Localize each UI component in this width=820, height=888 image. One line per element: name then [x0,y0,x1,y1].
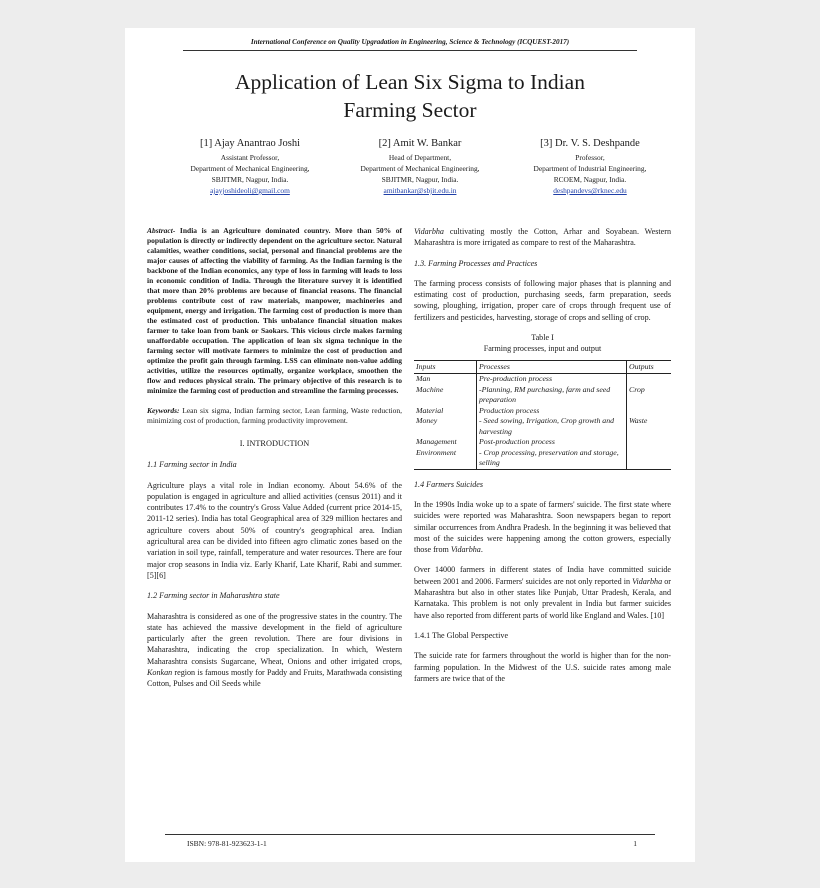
author-1 [165,136,335,196]
abstract [147,226,402,396]
table-cell: Material [416,405,444,415]
author-inst: SBJITMR, Nagpur, India. [211,175,289,184]
abstract-text: India is an Agriculture dominated country. More than 50% of population is directly or indirectly dependent on the agriculture sector. Natural calamities, weather conditions, social, personal and financial problems are the major causes of affecting the viability of farming. As the Indian farming is the backbone of the Indian economics, any type of loss in farming will leads to loss in economic condition of India. Through the literature survey it is identified that more than 20% problems are because of financial reasons. The financial problems contribute cost of raw materials, manpower, machineries and equipment, energy and irrigation. The farming cost of production is more than the estimated cost of production. This unbalance financial situation makes farmer to take loan from bank or Saokars. This vicious circle makes farming unaffordable occupation. The application of lean six sigma technique in the farming sector will motivate farmers to minimize the cost of production and optimize the profit gain through farming. LSS can eliminate non-value adding activities, utilize the resources optimally, organize workplace, smoothen the flow and reduces physical strain. The primary objective of this research is to minimize the farming cost of production and streamline the farming processes. [147,226,402,395]
italic-term: Vidarbha [414,227,444,236]
body-paragraph: The farming process consists of following major phases that is planning and estimating cost of production, purchasing seeds, farm preparation, seeds sowing, ploughing, irrigation, proper care of crops through frequent use of fertilizers and pesticides, harvesting, storage of crops and selling of crop. [414,278,671,322]
abstract-label: Abstract- [147,226,176,235]
running-head: International Conference on Quality Upgradation in Engineering, Science & Technology (ICQUEST-2017) [250,38,570,46]
subsection-heading: 1.2 Farming sector in Maharashtra state [147,591,280,601]
table-cell: Crop [627,385,672,406]
table-header-cell: Processes [477,360,627,374]
table-header-cell: Inputs [414,360,477,374]
table-row [414,406,671,417]
table-cell: Man [416,374,431,384]
author-block [165,136,675,196]
table-cell [627,374,672,385]
subsection-heading: 1.4 Farmers Suicides [414,479,484,489]
author-3 [505,136,675,196]
keywords-text: Lean six sigma, Indian farming sector, Lean farming, Waste reduction, minimizing cost of production, farming productivity improvement. [147,406,402,425]
header-rule [183,50,637,51]
author-dept: Department of Mechanical Engineering, [190,164,310,173]
section-heading-introduction: I. INTRODUCTION [239,439,310,448]
author-2 [335,136,505,196]
paper-page [125,28,695,862]
title-line-2: Farming Sector [343,98,477,122]
table-cell: Management [416,437,457,447]
keywords [147,406,402,426]
paragraph-text: or Maharashtra but also in other states like Punjab, Uttar Pradesh, Kerala, and Karnataka. This problem is not only prevalent in India but farmer suicides have also reported from different parts of world like England and Wales. [10] [414,576,671,620]
table-row [414,437,671,448]
subsection-heading: 1.1 Farming sector in India [147,460,237,470]
table-cell [627,448,672,470]
author-email-link[interactable]: deshpandevs@rknec.edu [553,186,627,195]
subsection-heading: 1.3. Farming Processes and Practices [414,258,538,268]
table-cell: Pre-production process [477,374,627,385]
paragraph-text: Over 14000 farmers in different states of India have committed suicide between 2001 and 2006. Farmers' suicides are not only reported in [414,565,671,586]
italic-term: Vidarbha [450,545,481,555]
author-dept: Department of Mechanical Engineering, [360,164,480,173]
author-inst: RCOEM, Nagpur, India. [553,175,627,184]
table-row [414,374,671,385]
table-row [414,448,671,470]
table-cell: Machine [416,384,444,394]
author-email-link[interactable]: ajayjoshideoli@gmail.com [210,186,290,195]
keywords-label: Keywords: [147,406,180,415]
italic-term: Vidarbha [632,576,663,586]
author-email-link[interactable]: amitbankar@sbjit.edu.in [383,186,457,195]
paper-title [125,68,695,124]
paragraph-text: Maharashtra is considered as one of the progressive states in the country. The state has achieved the massive development in the field of agriculture particularly after the green revolution. There are four divisions in Maharashtra, indicating the crop specialization. In which, Western Maharashtra consists Sugarcane, Wheat, Onions and other irrigated crops, [147,611,402,666]
footer-rule [165,834,655,835]
body-paragraph [414,564,671,620]
subsection-heading: 1.4.1 The Global Perspective [414,630,509,640]
footer-isbn: ISBN: 978-81-923623-1-1 [187,839,267,848]
paragraph-text: . [480,545,483,555]
table-cell: Waste [627,416,672,437]
author-role: Professor, [575,153,605,162]
table-caption: Table I [531,333,554,343]
paragraph-text: region is famous mostly for Paddy and Fruits, Marathwada consisting Cotton, Pulses and Oil Seeds while [147,668,402,689]
body-paragraph: The suicide rate for farmers throughout the world is higher than for the non-farming population. In the Midwest of the U.S. suicide rates among male farmers are twice that of the [414,651,671,683]
author-inst: SBJITMR, Nagpur, India. [381,175,459,184]
paragraph-text: cultivating mostly the Cotton, Arhar and Soyabean. Western Maharashtra is more irrigated as compare to rest of the Maharashtra. [414,227,671,248]
body-paragraph [414,499,671,555]
table-header-row [414,360,671,374]
table-cell: Production process [477,406,627,417]
author-dept: Department of Industrial Engineering, [533,164,647,173]
table-row [414,385,671,406]
table-cell: - Crop processing, preservation and storage, selling [477,448,627,470]
paragraph-text: In the 1990s India woke up to a spate of farmers' suicide. The first state where suicides were reported was Maharashtra. Soon newspapers began to report similar occurrences from Andhra Pradesh. In the beginning it was believed that most of the suicides were happening among the cotton growers, especially those from [414,499,671,555]
page-number: 1 [633,839,637,848]
title-line-1: Application of Lean Six Sigma to Indian [235,70,585,94]
table-cell [627,406,672,417]
author-name: [2] Amit W. Bankar [378,138,462,149]
body-paragraph [147,611,402,690]
table-cell: Money [416,416,438,426]
table-subtitle: Farming processes, input and output [483,344,602,354]
table-row [414,416,671,437]
table-header-cell: Outputs [627,360,672,374]
table-cell [627,437,672,448]
table-cell: Environment [414,448,477,470]
italic-term: Konkan [147,668,173,678]
body-paragraph: Agriculture plays a vital role in Indian economy. About 54.6% of the population is engaged in agriculture and allied activities (census 2011) and it contributes 17.4% to the country's Gross Value Added (current price 2014-15, 2011-12 series). India has total Geographical area of 329 million hectares and agriculture covers about 50% of country's geographical area. Indian agricultural area can be divided into fifteen agro climatic zones based on the variation in soil type, rainfall, temperature and water resources. There are four major crop seasons in India viz. Early Kharif, Late Kharif, Rabi and summer. [5][6] [147,480,402,580]
author-name: [1] Ajay Anantrao Joshi [199,138,301,149]
table-cell: -Planning, RM purchasing, farm and seed preparation [477,385,627,406]
table-cell: Post-production process [477,437,627,448]
left-column [147,226,402,699]
farming-process-table [414,360,671,470]
body-paragraph [414,226,671,249]
author-role: Head of Department, [388,153,452,162]
table-cell: - Seed sowing, Irrigation, Crop growth and harvesting [477,416,627,437]
author-name: [3] Dr. V. S. Deshpande [540,138,640,149]
right-column [414,226,671,693]
author-role: Assistant Professor, [220,153,280,162]
